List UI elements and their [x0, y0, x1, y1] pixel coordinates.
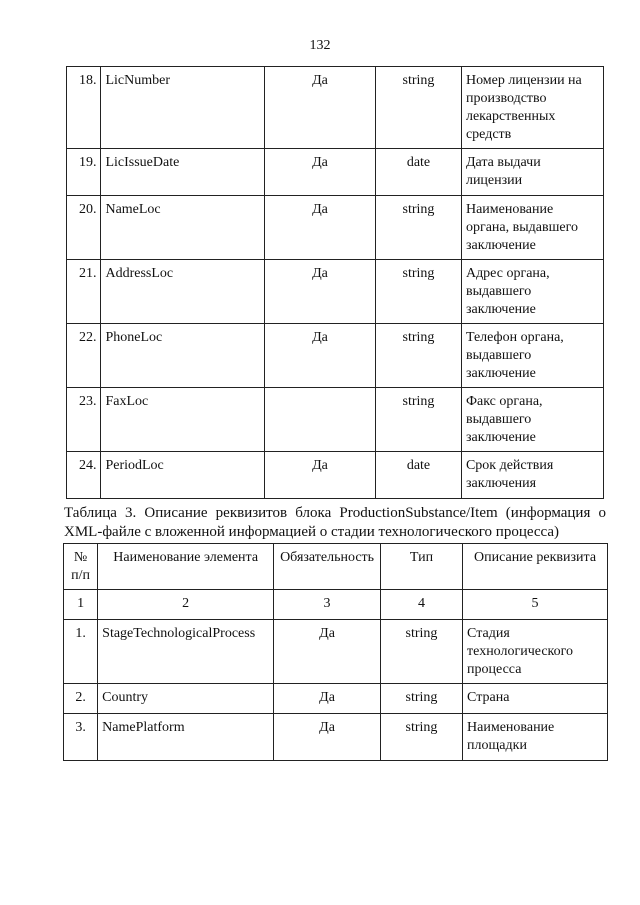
- required-flag: [264, 388, 375, 452]
- index-cell: 1: [64, 590, 98, 620]
- table-row: [67, 67, 604, 149]
- required-flag: Да: [264, 149, 375, 196]
- element-name: PhoneLoc: [101, 324, 264, 388]
- header-required: Обязательность: [274, 544, 381, 590]
- row-number: 20.: [67, 196, 101, 260]
- element-type: string: [376, 388, 462, 452]
- row-number: 22.: [67, 324, 101, 388]
- required-flag: Да: [264, 67, 375, 149]
- row-number: 3.: [64, 714, 98, 761]
- index-cell: 3: [274, 590, 381, 620]
- row-number: 1.: [64, 620, 98, 684]
- element-name: AddressLoc: [101, 260, 264, 324]
- element-description: Наименование площадки: [463, 714, 608, 761]
- element-type: string: [376, 196, 462, 260]
- element-type: string: [376, 67, 462, 149]
- attributes-table-continued: [66, 66, 604, 499]
- required-flag: Да: [274, 714, 381, 761]
- table-row: [67, 452, 604, 499]
- header-number: № п/п: [64, 544, 98, 590]
- table-row: [67, 388, 604, 452]
- row-number: 2.: [64, 684, 98, 714]
- row-number: 18.: [67, 67, 101, 149]
- table-row: [67, 149, 604, 196]
- element-name: PeriodLoc: [101, 452, 264, 499]
- table-header-row: [64, 544, 608, 590]
- header-element-name: Наименование элемента: [98, 544, 274, 590]
- element-name: NameLoc: [101, 196, 264, 260]
- element-type: string: [376, 260, 462, 324]
- element-description: Факс органа, выдавшего заключение: [461, 388, 603, 452]
- required-flag: Да: [274, 620, 381, 684]
- attributes-table-3: [63, 543, 608, 761]
- element-name: LicNumber: [101, 67, 264, 149]
- element-name: StageTechnologicalProcess: [98, 620, 274, 684]
- element-description: Дата выдачи лицензии: [461, 149, 603, 196]
- index-cell: 5: [463, 590, 608, 620]
- element-name: NamePlatform: [98, 714, 274, 761]
- required-flag: Да: [264, 452, 375, 499]
- element-name: FaxLoc: [101, 388, 264, 452]
- element-description: Телефон органа, выдавшего заключение: [461, 324, 603, 388]
- element-description: Номер лицензии на производство лекарственных средств: [461, 67, 603, 149]
- element-description: Страна: [463, 684, 608, 714]
- index-cell: 2: [98, 590, 274, 620]
- row-number: 24.: [67, 452, 101, 499]
- table-row: [64, 620, 608, 684]
- index-cell: 4: [380, 590, 462, 620]
- element-type: date: [376, 149, 462, 196]
- table-index-row: [64, 590, 608, 620]
- element-description: Стадия технологического процесса: [463, 620, 608, 684]
- element-type: date: [376, 452, 462, 499]
- element-name: Country: [98, 684, 274, 714]
- row-number: 19.: [67, 149, 101, 196]
- element-name: LicIssueDate: [101, 149, 264, 196]
- element-type: string: [380, 684, 462, 714]
- header-type: Тип: [380, 544, 462, 590]
- element-type: string: [376, 324, 462, 388]
- required-flag: Да: [274, 684, 381, 714]
- element-type: string: [380, 620, 462, 684]
- element-description: Наименование органа, выдавшего заключение: [461, 196, 603, 260]
- table-row: [64, 714, 608, 761]
- page-number: 132: [309, 38, 331, 53]
- table-row: [67, 260, 604, 324]
- required-flag: Да: [264, 260, 375, 324]
- table-row: [67, 196, 604, 260]
- table-row: [64, 684, 608, 714]
- table-row: [67, 324, 604, 388]
- element-description: Срок действия заключения: [461, 452, 603, 499]
- element-type: string: [380, 714, 462, 761]
- required-flag: Да: [264, 324, 375, 388]
- row-number: 21.: [67, 260, 101, 324]
- row-number: 23.: [67, 388, 101, 452]
- element-description: Адрес органа, выдавшего заключение: [461, 260, 603, 324]
- required-flag: Да: [264, 196, 375, 260]
- header-description: Описание реквизита: [463, 544, 608, 590]
- table-caption: Таблица 3. Описание реквизитов блока ProductionSubstance/Item (информация о XML-файле с вложенной информацией о стадии технологического процесса): [64, 505, 606, 540]
